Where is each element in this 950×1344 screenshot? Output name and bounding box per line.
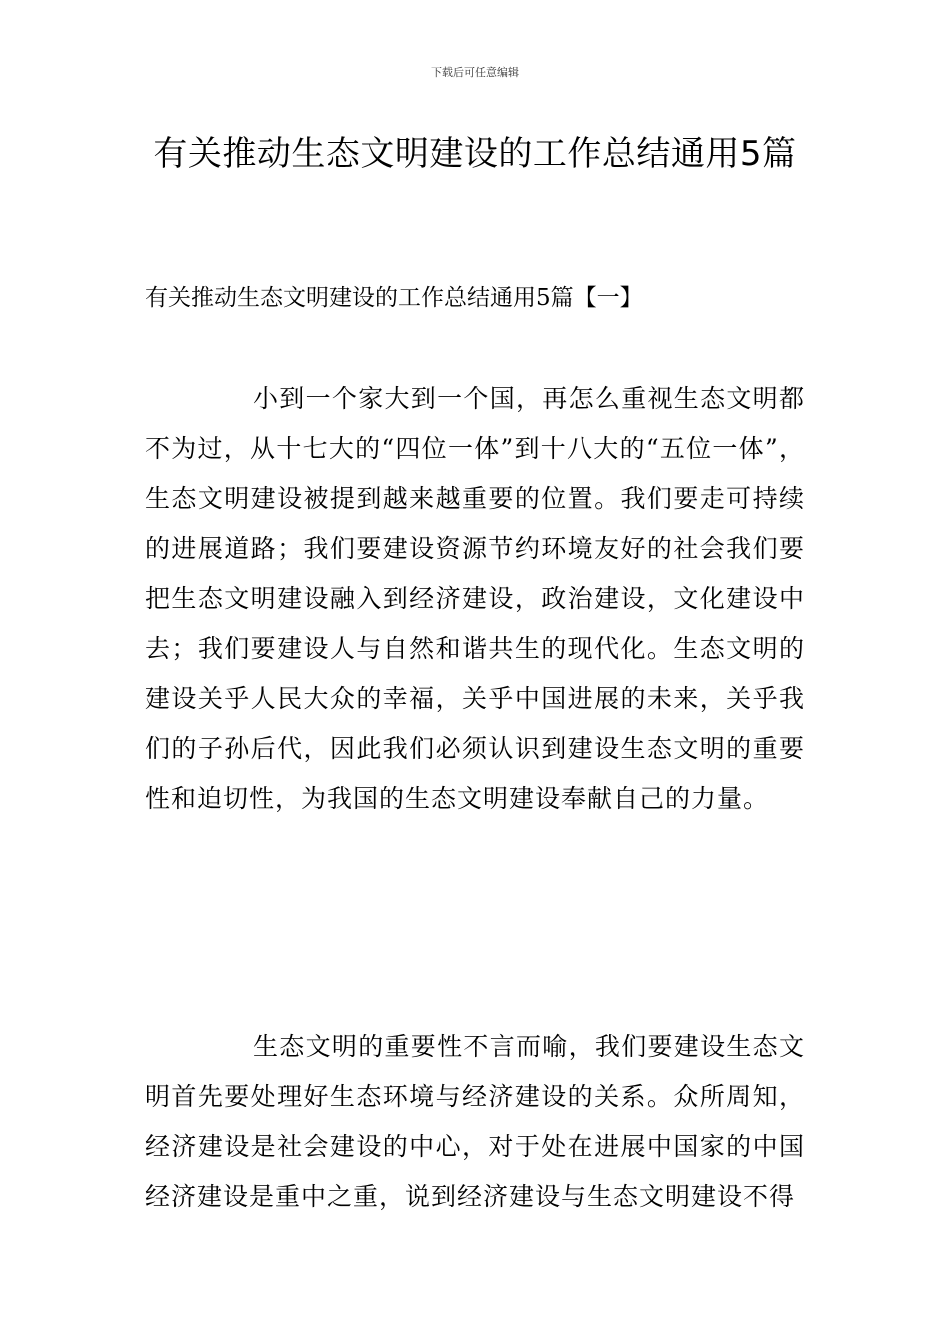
body-paragraph-1: 小到一个家大到一个国，再怎么重视生态文明都不为过，从十七大的“四位一体”到十八大的“五位一体”，生态文明建设被提到越来越重要的位置。我们要走可持续的进展道路；我们要建设资源节约环境友好的社会我们要把生态文明建设融入到经济建设，政治建设，文化建设中去；我们要建设人与自然和谐共生的现代化。生态文明的建设关乎人民大众的幸福，关乎中国进展的未来，关乎我们的子孙后代，因此我们必须认识到建设生态文明的重要性和迫切性，为我国的生态文明建设奉献自己的力量。: [145, 384, 805, 813]
document-title: 有关推动生态文明建设的工作总结通用5篇: [153, 134, 797, 174]
section-heading: 有关推动生态文明建设的工作总结通用5篇【一】: [145, 285, 643, 311]
page-header-note: 下载后可任意编辑: [431, 66, 519, 79]
body-paragraph-2: 生态文明的重要性不言而喻，我们要建设生态文明首先要处理好生态环境与经济建设的关系。众所周知，经济建设是社会建设的中心，对于处在进展中国家的中国经济建设是重中之重，说到经济建设与生态文明建设不得: [145, 1032, 805, 1211]
